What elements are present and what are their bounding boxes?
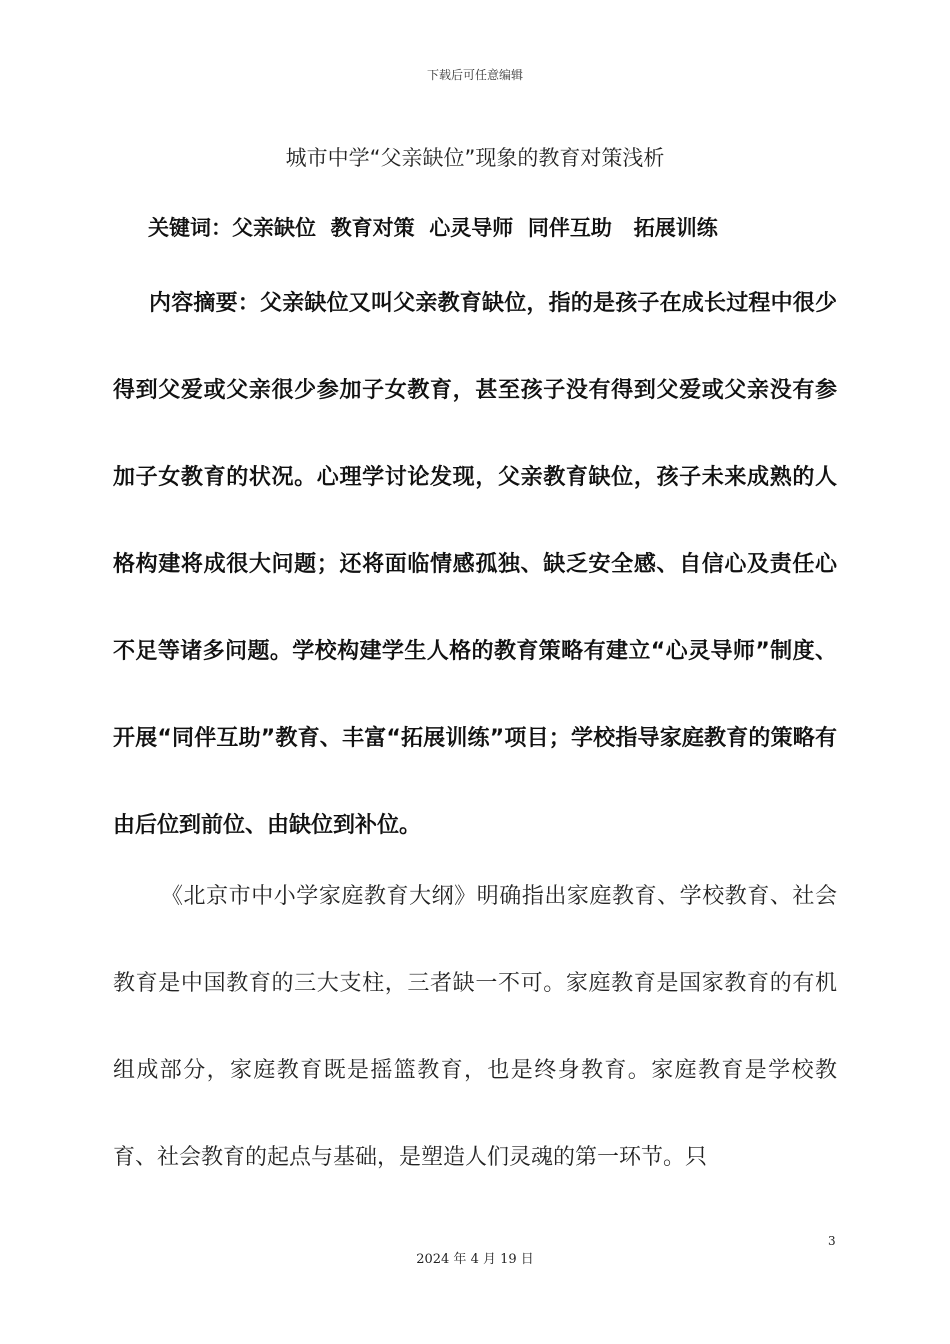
document-title: 城市中学“父亲缺位”现象的教育对策浅析 — [285, 146, 665, 170]
body-paragraph: 《北京市中小学家庭教育大纲》明确指出家庭教育、学校教育、社会教育是中国教育的三大支柱，三者缺一不可。家庭教育是国家教育的有机组成部分，家庭教育既是摇篮教育，也是终身教育。家庭教育是学校教育、社会教育的起点与基础，是塑造人们灵魂的第一环节。只 — [113, 884, 837, 1170]
abstract-paragraph: 内容摘要：父亲缺位又叫父亲教育缺位，指的是孩子在成长过程中很少得到父爱或父亲很少参加子女教育，甚至孩子没有得到父爱或父亲没有参加子女教育的状况。心理学讨论发现，父亲教育缺位，孩子未来成熟的人格构建将成很大问题；还将面临情感孤独、缺乏安全感、自信心及责任心不足等诸多问题。学校构建学生人格的教育策略有建立“心灵导师”制度、开展“同伴互助”教育、丰富“拓展训练”项目；学校指导家庭教育的策略有由后位到前位、由缺位到补位。 — [113, 291, 837, 838]
page-number: 3 — [828, 1234, 836, 1248]
footer-date: 2024 年 4 月 19 日 — [416, 1252, 534, 1267]
header-note: 下载后可任意编辑 — [426, 68, 523, 82]
keywords-line: 关键词：父亲缺位 教育对策 心灵导师 同伴互助 拓展训练 — [148, 216, 718, 240]
